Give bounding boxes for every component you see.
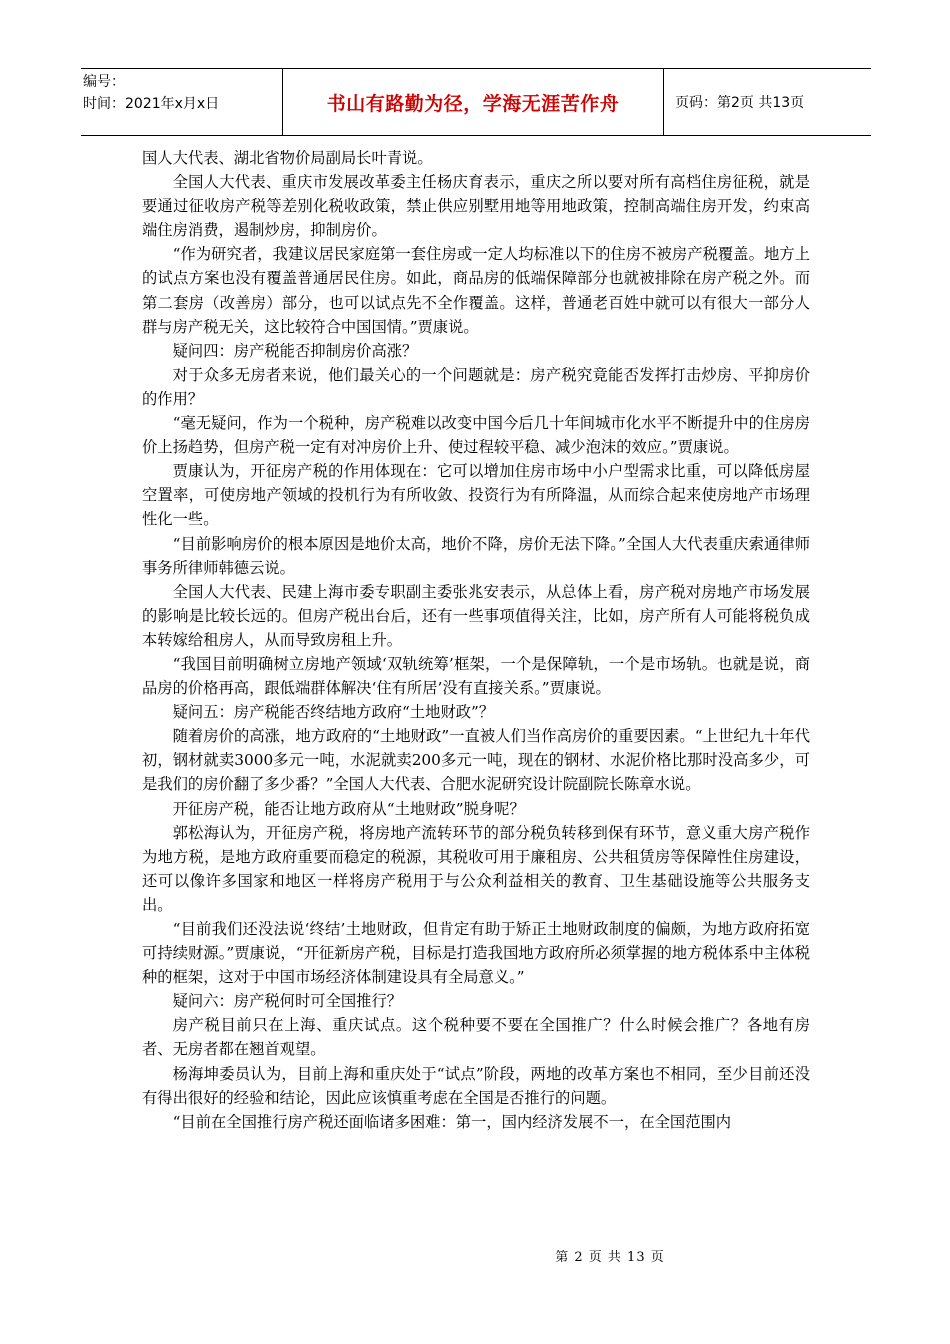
paragraph: 全国人大代表、民建上海市委专职副主委张兆安表示，从总体上看，房产税对房地产市场发展的影响是比较长远的。但房产税出台后，还有一些事项值得关注，比如，房产所有人可能将税负成本转嫁给租房人，从而导致房租上升。 [142,582,810,649]
page-footer: 第 2 页 共 13 页 [555,1250,665,1265]
paragraph: “目前影响房价的根本原因是地价太高，地价不降，房价无法下降。”全国人大代表重庆索通律师事务所律师韩德云说。 [142,534,810,577]
document-number-label: 编号： [83,74,125,90]
paragraph: 杨海坤委员认为，目前上海和重庆处于“试点”阶段，两地的改革方案也不相同，至少目前还没有得出很好的经验和结论，因此应该慎重考虑在全国是否推行的问题。 [142,1064,810,1107]
paragraph: 全国人大代表、重庆市发展改革委主任杨庆育表示，重庆之所以要对所有高档住房征税，就是要通过征收房产税等差别化税收政策，禁止供应别墅用地等用地政策，控制高端住房开发，约束高端住房消费，遏制炒房，抑制房价。 [142,173,810,240]
paragraph: “我国目前明确树立房地产领域‘双轨统筹’框架，一个是保障轨，一个是市场轨。也就是说，商品房的价格再高，跟低端群体解决‘住有所居’没有直接关系。”贾康说。 [142,654,810,698]
paragraph: 国人大代表、湖北省物价局副局长叶青说。 [142,149,433,167]
section-heading: 疑问五：房产税能否终结地方政府“土地财政”？ [172,703,495,722]
header-meta [81,69,281,135]
paragraph: 贾康认为，开征房产税的作用体现在：它可以增加住房市场中小户型需求比重，可以降低房屋空置率，可使房地产领域的投机行为有所收敛、投资行为有所降温，从而综合起来使房地产市场理性化一些。 [142,462,810,529]
section-heading: 疑问四：房产税能否抑制房价高涨？ [172,341,418,360]
page-header [81,68,871,136]
paragraph: “作为研究者，我建议居民家庭第一套住房或一定人均标准以下的住房不被房产税覆盖。地方上的试点方案也没有覆盖普通居民住房。如此，商品房的低端保障部分也就被排除在房产税之外。而第二套房（改善房）部分，也可以试点先不全作覆盖。这样，普通老百姓中就可以有很大一部分人群与房产税无关，这比较符合中国国情。”贾康说。 [142,245,810,336]
paragraph: 随着房价的高涨，地方政府的“土地财政”一直被人们当作高房价的重要因素。“上世纪九十年代初，钢材就卖3000多元一吨，水泥就卖200多元一吨，现在的钢材、水泥价格比那时没高多少，可是我们的房价翻了多少番？”全国人大代表、合肥水泥研究设计院副院长陈章水说。 [142,727,810,794]
paragraph: “毫无疑问，作为一个税种，房产税难以改变中国今后几十年间城市化水平不断提升中的住房房价上扬趋势，但房产税一定有对冲房价上升、使过程较平稳、减少泡沫的效应。”贾康说。 [142,414,810,457]
paragraph: 房产税目前只在上海、重庆试点。这个税种要不要在全国推广？什么时候会推广？各地有房者、无房者都在翘首观望。 [142,1016,810,1059]
paragraph: “目前在全国推行房产税还面临诸多困难：第一，国内经济发展不一，在全国范围内 [172,1112,732,1131]
document-body [142,146,810,1134]
document-time-label: 时间：2021年x月x日 [83,96,220,112]
paragraph: “目前我们还没法说‘终结’土地财政，但肯定有助于矫正土地财政制度的偏颇，为地方政府拓宽可持续财源。”贾康说，“开征新房产税，目标是打造我国地方政府所必须掌握的地方税体系中主体税种的框架，这对于中国市场经济体制建设具有全局意义。” [142,920,810,987]
section-heading: 疑问六：房产税何时可全国推行？ [172,992,403,1011]
paragraph: 对于众多无房者来说，他们最关心的一个问题就是：房产税究竟能否发挥打击炒房、平抑房价的作用？ [142,365,810,408]
paragraph: 开征房产税，能否让地方政府从“土地财政”脱身呢？ [172,799,525,818]
header-motto: 书山有路勤为径，学海无涯苦作舟 [282,69,664,135]
header-page-number: 页码：第2页 共13页 [675,95,805,111]
paragraph: 郭松海认为，开征房产税，将房地产流转环节的部分税负转移到保有环节，意义重大房产税作为地方税，是地方政府重要而稳定的税源，其税收可用于廉租房、公共租赁房等保障性住房建设，还可以像许多国家和地区一样将房产税用于与公众利益相关的教育、卫生基础设施等公共服务支出。 [142,823,810,914]
